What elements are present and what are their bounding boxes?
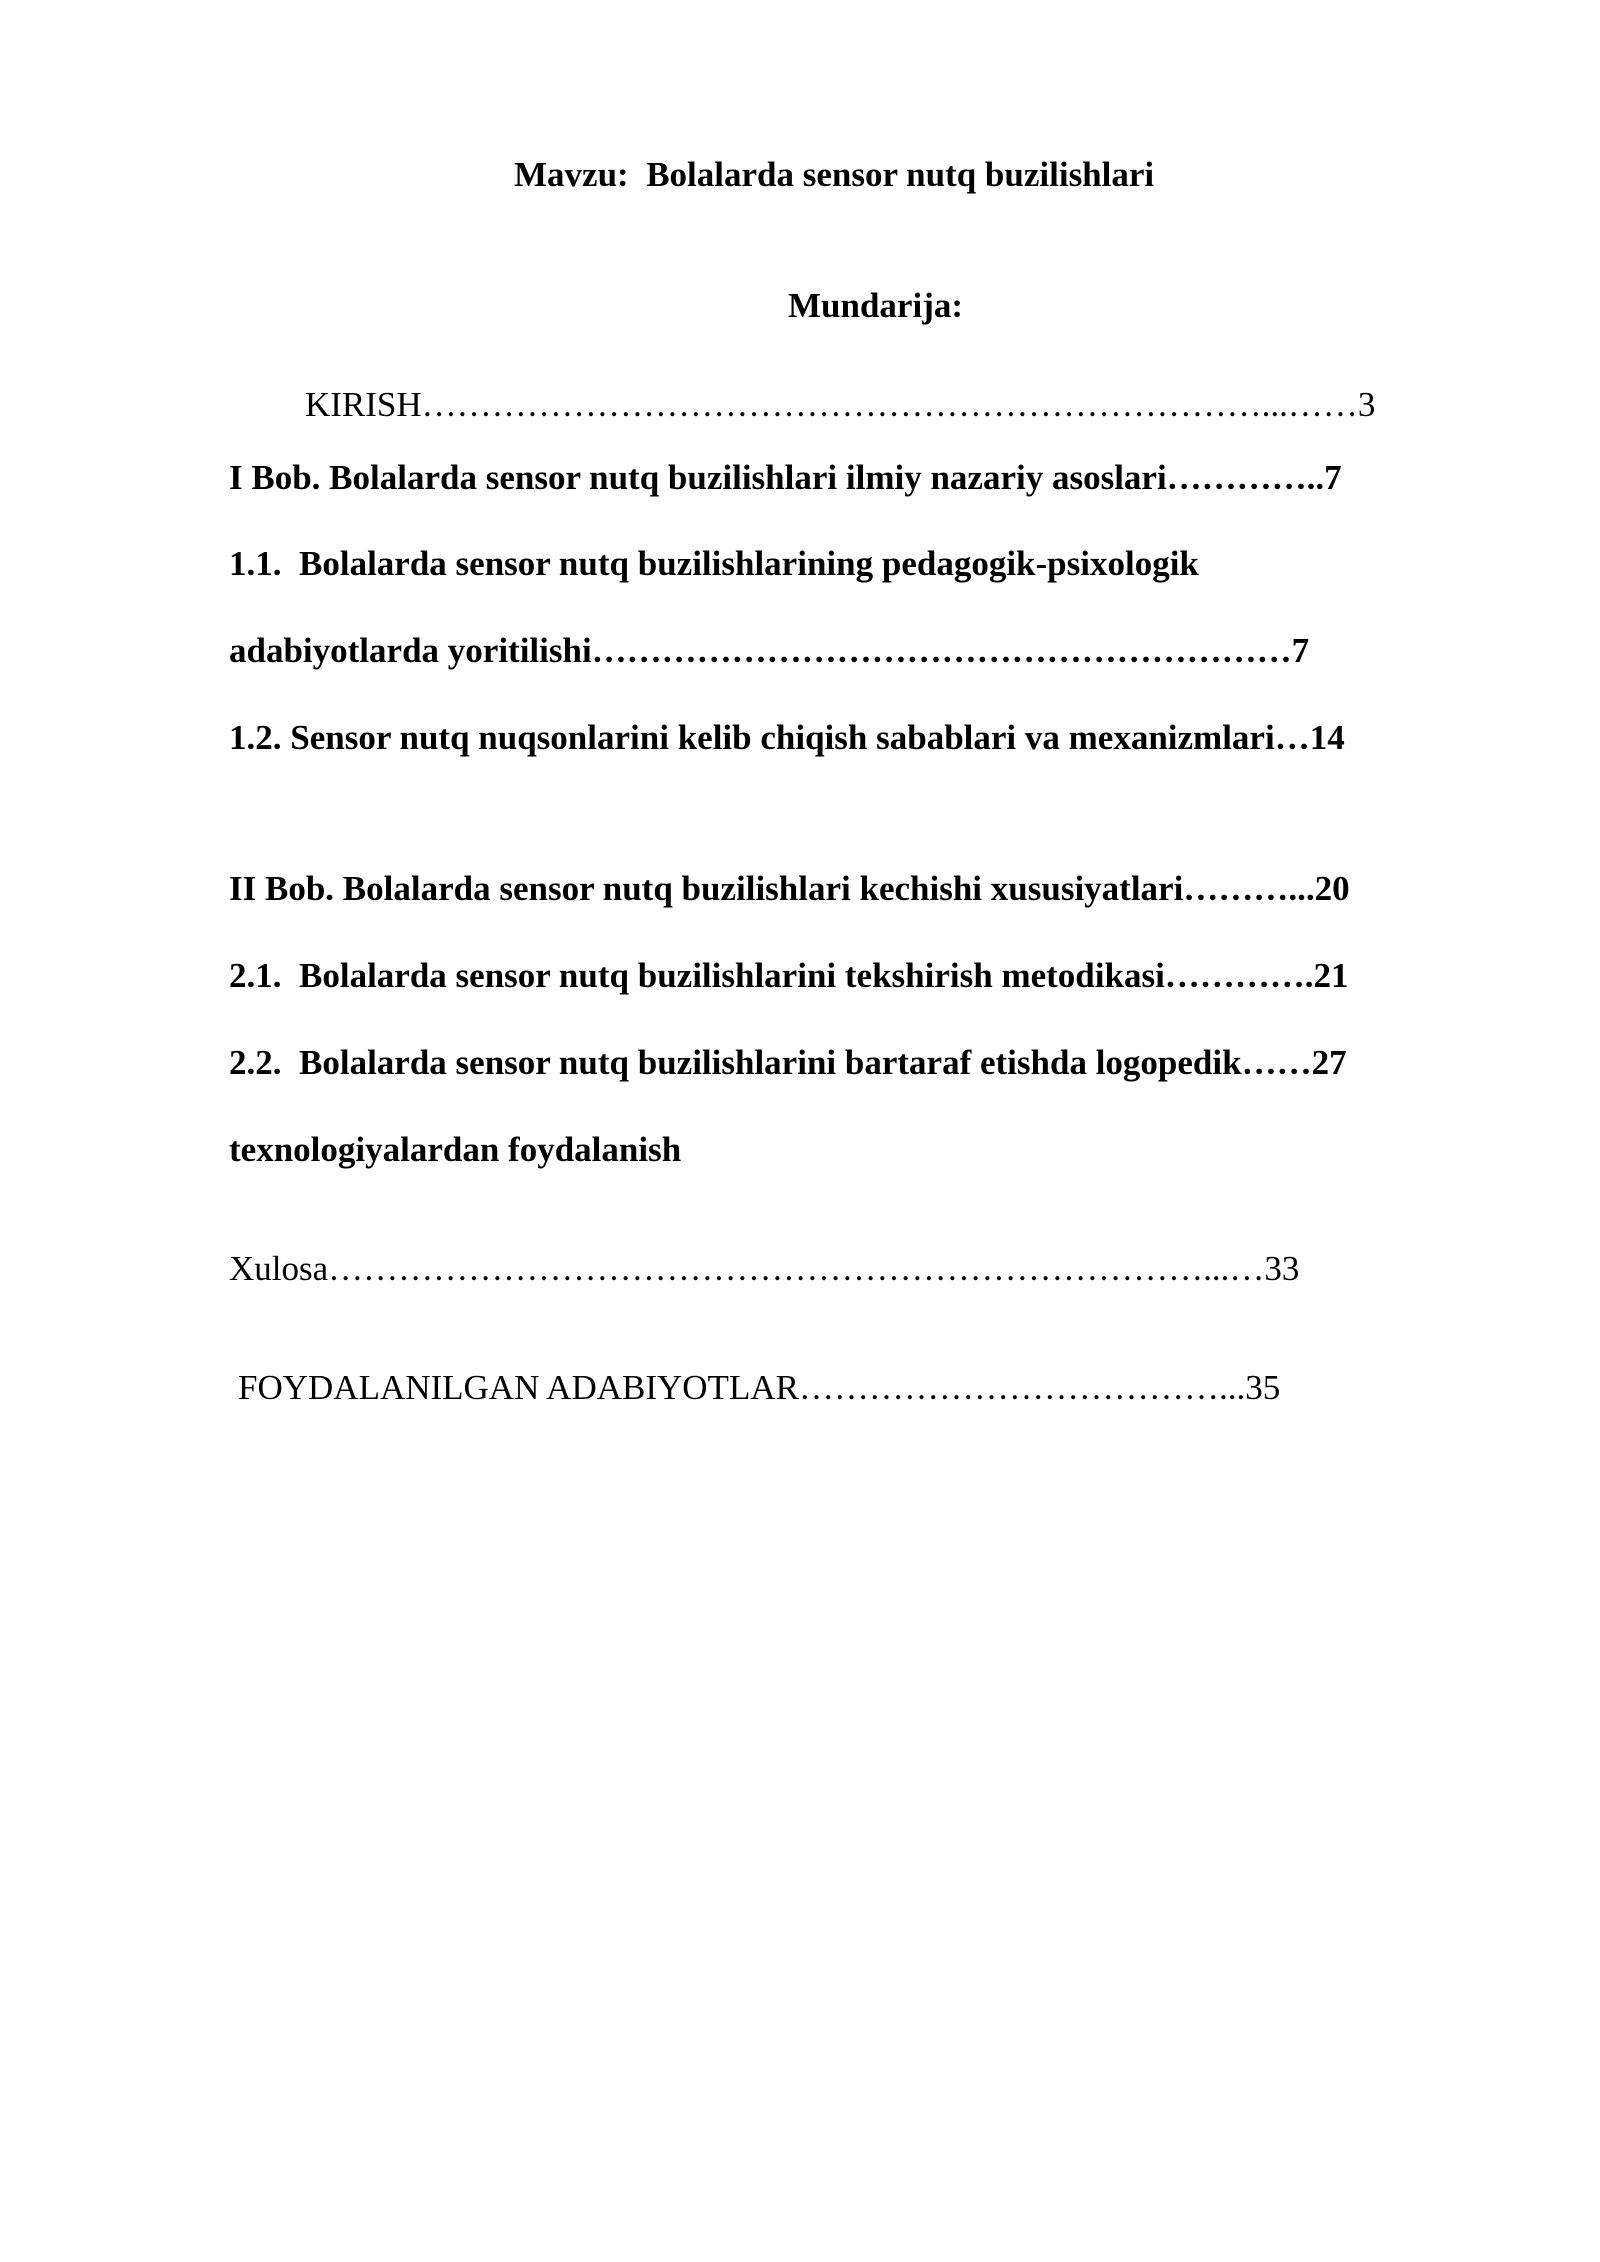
toc-entry-chapter-2: II Bob. Bolalarda sensor nutq buzilishlari kechishi xususiyatlari………...20 <box>229 869 1350 908</box>
toc-entry-kirish: KIRISH………………………………………………………………...……3 <box>305 385 1376 424</box>
toc-entry-chapter-1: I Bob. Bolalarda sensor nutq buzilishlari ilmiy nazariy asoslari…………..7 <box>229 458 1342 497</box>
toc-entry-references: FOYDALANILGAN ADABIYOTLAR………………………………...35 <box>238 1368 1281 1407</box>
toc-entry-section-2-1: 2.1. Bolalarda sensor nutq buzilishlarini tekshirish metodikasi………….21 <box>229 956 1349 995</box>
toc-heading: Mundarija: <box>788 286 963 325</box>
toc-entry-section-2-2: 2.2. Bolalarda sensor nutq buzilishlarini bartaraf etishda logopedik……27 <box>229 1043 1347 1082</box>
toc-entry-section-1-1-continued: adabiyotlarda yoritilishi……………………………………………………7 <box>229 631 1310 670</box>
toc-entry-conclusion: Xulosa…………………………………………………………………...…33 <box>229 1249 1300 1288</box>
toc-entry-section-1-1: 1.1. Bolalarda sensor nutq buzilishlarining pedagogik-psixologik <box>229 544 1199 583</box>
toc-entry-section-1-2: 1.2. Sensor nutq nuqsonlarini kelib chiqish sabablari va mexanizmlari…14 <box>229 718 1345 757</box>
document-title: Mavzu: Bolalarda sensor nutq buzilishlari <box>514 155 1155 194</box>
toc-entry-section-2-2-continued: texnologiyalardan foydalanish <box>229 1130 682 1169</box>
